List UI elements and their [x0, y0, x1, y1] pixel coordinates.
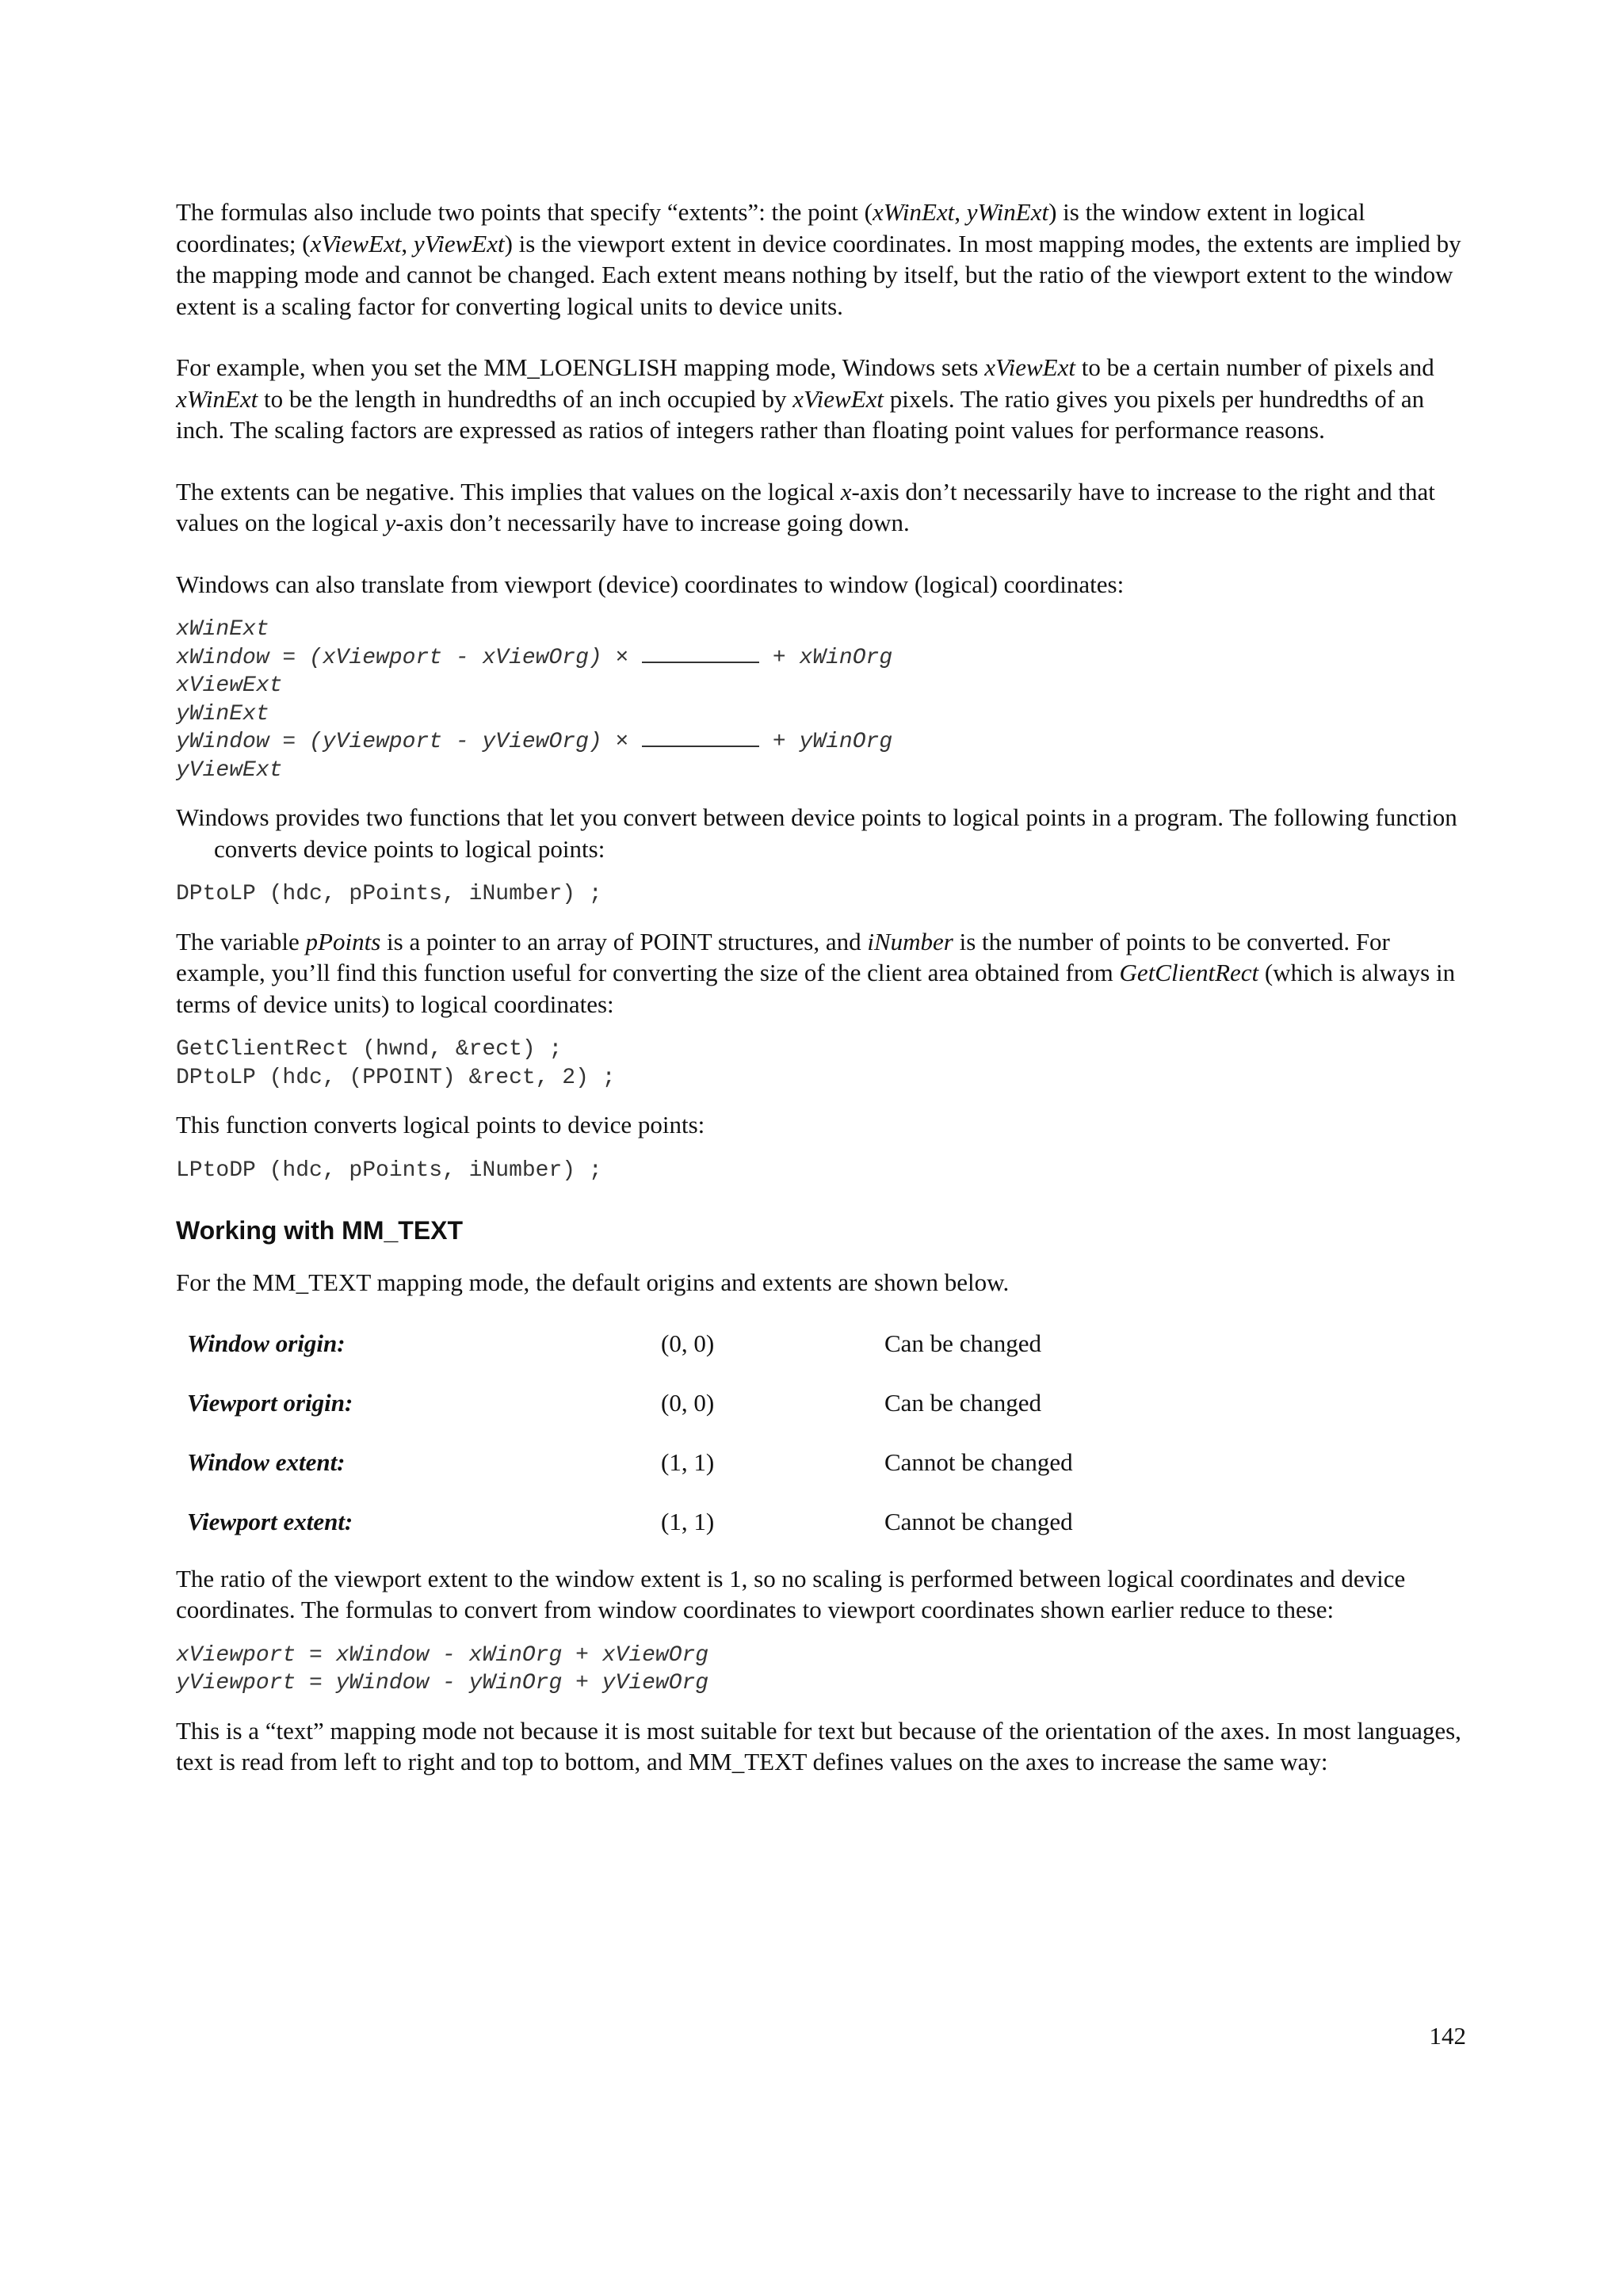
table-cell-label: Window extent:: [187, 1447, 346, 1476]
paragraph-functions: Windows provides two functions that let you convert between device points to logical points in a program. The following function converts device points to logical points:: [176, 803, 1457, 863]
formula-line: [176, 728, 1476, 757]
code-line: DPtoLP (hdc, (PPOINT) &rect, 2) ;: [176, 1065, 616, 1090]
text-run: (which is always in terms of device units) to logical coordinates:: [176, 959, 1456, 1018]
text-run: The formulas also include two points that specify “extents”: the point (: [176, 198, 873, 226]
table-cell-value: (1, 1): [661, 1447, 715, 1476]
text-run: GetClientRect: [1119, 959, 1259, 986]
code-line: LPtoDP (hdc, pPoints, iNumber) ;: [176, 1158, 602, 1183]
page-content: [176, 196, 1476, 1794]
text-run: is the number of points to be converted. For example, you’ll find this function useful for converting the size of the client area obtained from: [176, 927, 1390, 986]
table-row: [176, 1314, 1073, 1374]
paragraph-defaults: For the MM_TEXT mapping mode, the default origins and extents are shown below.: [176, 1268, 1010, 1296]
text-run: xWindow = (xViewport - xViewOrg) ×: [176, 645, 643, 670]
code-line: xViewport = xWindow - xWinOrg + xViewOrg: [176, 1642, 709, 1668]
paragraph-translate: Windows can also translate from viewport (device) coordinates to window (logical) coordinates:: [176, 570, 1125, 598]
formula-line: yWinExt: [176, 701, 269, 727]
page-number: 142: [1429, 2022, 1466, 2050]
table-row: [176, 1493, 1073, 1552]
text-run: + xWinOrg: [759, 645, 893, 670]
text-run: xWinExt: [872, 198, 955, 226]
table-cell-note: Can be changed: [884, 1388, 1041, 1417]
text-run: xViewExt: [984, 353, 1075, 381]
formula-line: xWinExt: [176, 617, 269, 642]
text-run: For example, when you set the MM_LOENGLISH mapping mode, Windows sets: [176, 353, 985, 381]
table-cell-value: (0, 0): [661, 1329, 715, 1357]
text-run: -axis don’t necessarily have to increase going down.: [395, 509, 910, 536]
text-run: The variable: [176, 927, 306, 955]
text-run: ) is the window extent in logical coordinates; (: [176, 198, 1365, 257]
table-cell-note: Cannot be changed: [884, 1447, 1073, 1476]
paragraph-negative-extents: [176, 476, 1476, 539]
text-run: xWinExt: [176, 384, 258, 413]
text-run: -axis don’t necessarily have to increase to the right and that values on the logical: [176, 477, 1435, 536]
text-run: ,: [401, 229, 414, 257]
table-row: [176, 1374, 1073, 1433]
text-run: ,: [954, 198, 967, 226]
text-run: pixels. The ratio gives you pixels per hundredths of an inch. The scaling factors are expressed as ratios of integers rather than floating point values for performance reasons.: [176, 384, 1425, 444]
code-dptolp: [176, 880, 1476, 909]
code-line: GetClientRect (hwnd, &rect) ;: [176, 1037, 563, 1062]
defaults-table: [176, 1314, 1073, 1552]
paragraph-ratio: The ratio of the viewport extent to the window extent is 1, so no scaling is performed between logical coordinates and device coordinates. The formulas to convert from window coordinates to viewport coordinates shown earlier reduce to these:: [176, 1564, 1406, 1623]
table-cell-value: (0, 0): [661, 1388, 715, 1417]
fraction-bar: [642, 644, 759, 663]
formula-line: xViewExt: [176, 673, 283, 698]
text-run: xViewExt: [792, 384, 884, 413]
formula-line: [176, 644, 1476, 673]
text-run: pPoints: [305, 927, 381, 955]
text-run: y: [384, 509, 396, 536]
formula-line: yViewExt: [176, 757, 283, 783]
paragraph-ppoints: [176, 926, 1476, 1020]
table-cell-note: Cannot be changed: [884, 1507, 1073, 1535]
table-cell-label: Viewport origin:: [187, 1388, 353, 1417]
text-run: xViewExt: [310, 229, 402, 257]
paragraph-loenglish: [176, 352, 1476, 446]
code-lptodp: [176, 1157, 1476, 1185]
paragraph-lptodp: This function converts logical points to device points:: [176, 1111, 705, 1138]
paragraph-extents: [176, 196, 1476, 322]
table-cell-label: Viewport extent:: [187, 1507, 353, 1535]
fraction-bar: [642, 728, 759, 747]
table-row: [176, 1433, 1073, 1493]
code-getclientrect: [176, 1035, 1476, 1092]
text-run: iNumber: [867, 927, 953, 955]
code-line: DPtoLP (hdc, pPoints, iNumber) ;: [176, 882, 602, 906]
paragraph-text-mode: This is a “text” mapping mode not because it is most suitable for text but because of the orientation of the axes. In most languages, text is read from left to right and top to bottom, and MM_TEXT defines values on the axes to increase the same way:: [176, 1716, 1461, 1775]
section-heading: Working with MM_TEXT: [176, 1216, 464, 1245]
text-run: is a pointer to an array of POINT structures, and: [380, 927, 868, 955]
text-run: yWinExt: [966, 198, 1049, 226]
table-cell-value: (1, 1): [661, 1507, 715, 1535]
formula-block: [176, 616, 1476, 784]
code-line: yViewport = yWindow - yWinOrg + yViewOrg: [176, 1671, 709, 1695]
text-run: yViewExt: [413, 229, 505, 257]
code-reduced-formulas: [176, 1642, 1476, 1698]
table-cell-label: Window origin:: [187, 1329, 346, 1357]
text-run: ) is the viewport extent in device coordinates. In most mapping modes, the extents are implied by the mapping mode and cannot be changed. Each extent means nothing by itself, but the ratio of the viewport extent to the window extent is a scaling factor for converting logical units to device units.: [176, 229, 1461, 320]
text-run: x: [840, 477, 852, 505]
text-run: to be the length in hundredths of an inch occupied by: [258, 384, 793, 413]
text-run: + yWinOrg: [759, 730, 893, 754]
table-cell-note: Can be changed: [884, 1329, 1041, 1357]
text-run: to be a certain number of pixels and: [1075, 353, 1434, 381]
text-run: The extents can be negative. This implies that values on the logical: [176, 477, 841, 505]
text-run: yWindow = (yViewport - yViewOrg) ×: [176, 730, 643, 754]
